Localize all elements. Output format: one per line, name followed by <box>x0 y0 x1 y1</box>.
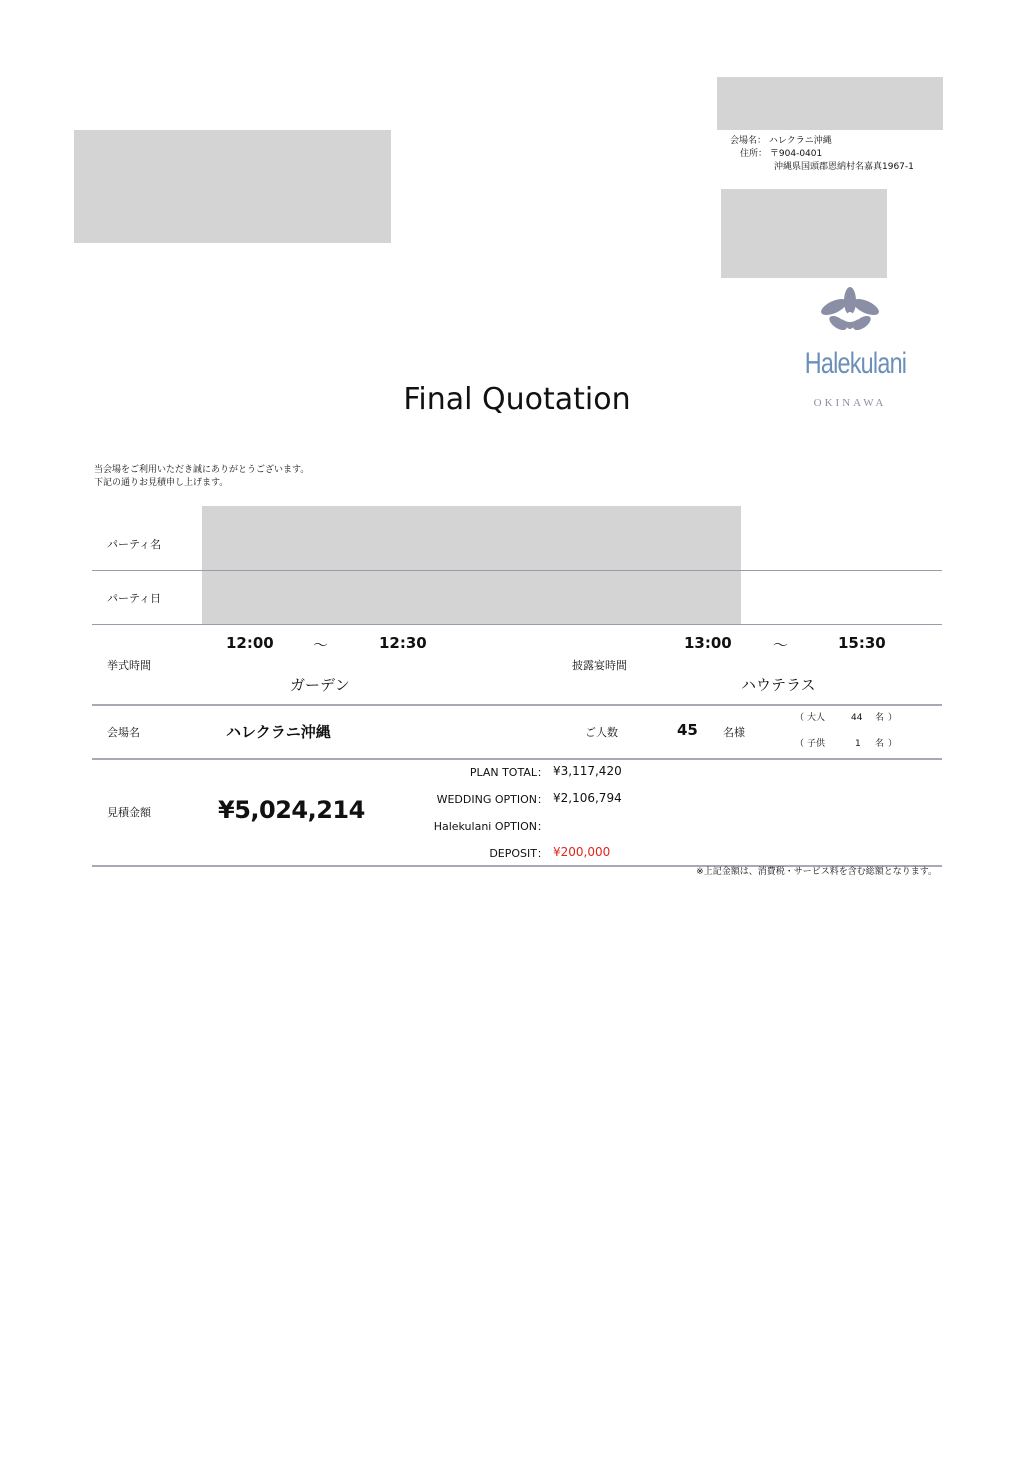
venue-row-label: 会場名 <box>107 726 140 739</box>
venue-row-value: ハレクラニ沖縄 <box>226 723 331 741</box>
adult-unit: 名 <box>875 713 885 723</box>
divider-1 <box>92 570 942 571</box>
child-count: 1 <box>855 739 861 749</box>
ceremony-label: 挙式時間 <box>107 659 151 672</box>
adult-close: ） <box>888 713 898 723</box>
plan-total-label: PLAN TOTAL： <box>469 766 548 779</box>
adult-label: 大人 <box>807 713 826 723</box>
child-breakdown <box>795 738 925 752</box>
address-label: 住所： <box>740 149 768 159</box>
ceremony-end: 12:30 <box>379 634 427 652</box>
child-open: （ <box>795 739 805 749</box>
ceremony-tilde: ～ <box>313 636 329 654</box>
venue-info <box>730 135 980 174</box>
party-date-label: パーティ日 <box>107 592 162 605</box>
divider-2 <box>92 624 942 625</box>
intro-text <box>94 464 494 490</box>
adult-count: 44 <box>851 713 863 723</box>
reception-place: ハウテラス <box>741 676 816 694</box>
guests-unit: 名様 <box>723 726 745 739</box>
redacted-stamp <box>721 189 887 278</box>
intro-line-2: 下記の通りお見積申し上げます。 <box>94 478 229 488</box>
divider-4 <box>92 758 942 760</box>
child-unit: 名 <box>875 739 885 749</box>
halekulani-option-label: Halekulani OPTION： <box>433 820 548 833</box>
redacted-party-details <box>202 506 741 624</box>
wedding-option-label: WEDDING OPTION： <box>436 793 548 806</box>
deposit-label: DEPOSIT： <box>489 847 548 860</box>
redacted-recipient-block <box>74 130 391 243</box>
divider-3 <box>92 704 942 706</box>
child-label: 子供 <box>807 739 826 749</box>
ceremony-place: ガーデン <box>290 676 350 694</box>
intro-line-1: 当会場をご利用いただき誠にありがとうございます。 <box>94 465 310 475</box>
child-close: ） <box>888 739 898 749</box>
party-name-label: パーティ名 <box>107 538 162 551</box>
reception-end: 15:30 <box>838 634 886 652</box>
logo-brand: Halekulani <box>804 347 907 380</box>
redacted-top-right <box>717 77 943 130</box>
orchid-icon <box>820 285 880 341</box>
postal-code: 〒904-0401 <box>769 149 823 159</box>
venue-value: ハレクラニ沖縄 <box>768 136 832 146</box>
adult-open: （ <box>795 713 805 723</box>
reception-tilde: ～ <box>773 636 789 654</box>
page-title: Final Quotation <box>403 382 631 417</box>
adult-breakdown <box>795 712 925 726</box>
ceremony-start: 12:00 <box>226 634 274 652</box>
venue-label: 会場名： <box>730 136 767 146</box>
plan-total-value: ¥3,117,420 <box>553 764 622 778</box>
logo-sub: OKINAWA <box>813 397 887 409</box>
deposit-value: ¥200,000 <box>553 845 611 859</box>
wedding-option-value: ¥2,106,794 <box>553 791 622 805</box>
footnote: ※上記金額は、消費税・サービス料を含む総額となります。 <box>696 867 937 877</box>
guests-count: 45 <box>677 721 698 739</box>
guests-label: ご人数 <box>585 726 618 739</box>
address: 沖縄県国頭郡恩納村名嘉真1967-1 <box>774 162 914 172</box>
reception-label: 披露宴時間 <box>572 659 627 672</box>
reception-start: 13:00 <box>684 634 732 652</box>
estimate-label: 見積金額 <box>107 806 151 819</box>
estimate-total: ¥5,024,214 <box>218 796 365 824</box>
halekulani-logo <box>790 285 910 415</box>
